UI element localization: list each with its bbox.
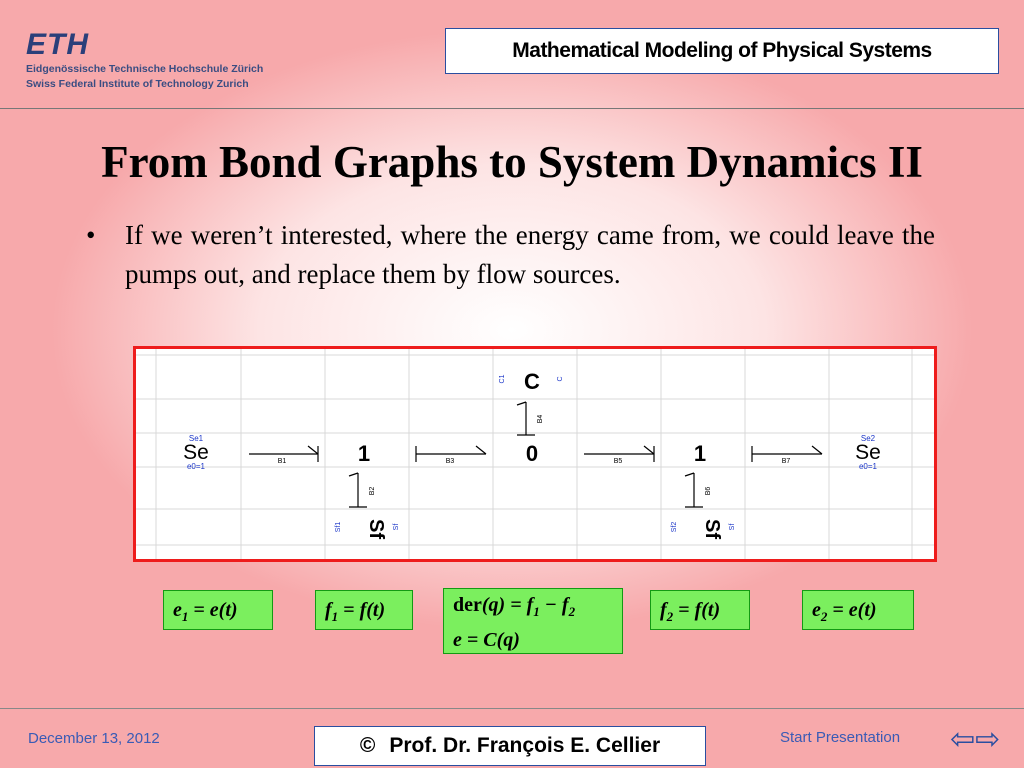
equation-e1: $e_1 = e(t)$: [163, 590, 273, 630]
slide-title: From Bond Graphs to System Dynamics II: [101, 137, 923, 187]
se-right-param: e0=1: [858, 462, 878, 471]
se-left-param: e0=1: [186, 462, 206, 471]
bond-b4: [517, 402, 535, 435]
start-presentation-link[interactable]: Start Presentation: [780, 729, 901, 746]
course-title: Mathematical Modeling of Physical Systems: [445, 28, 999, 74]
footer-date: December 13, 2012: [28, 730, 160, 747]
c-element-param: C: [557, 376, 564, 382]
copyright-symbol: ©: [359, 734, 376, 757]
back-arrow-icon[interactable]: ⇦: [950, 722, 976, 757]
se-left-name: Se1: [188, 434, 204, 443]
bond-b4-label: B4: [537, 414, 544, 424]
equation-capacitance-line: e = C(q): [453, 629, 520, 651]
bullet-marker: •: [86, 220, 96, 250]
equation-f1: $f_1 = f(t)$: [315, 590, 413, 630]
bullet-text: If we weren’t interested, where the energy came from, we could leave the pumps out, and replace them by flow sources.: [125, 220, 935, 289]
forward-arrow-icon[interactable]: ⇨: [975, 722, 1001, 757]
sf-right-element: Sf: [701, 519, 723, 539]
institution-name-de: Eidgenössische Technische Hochschule Zürich: [26, 63, 264, 75]
se-right-name: Se2: [860, 434, 876, 443]
footer-author-box: [314, 726, 706, 766]
sf-right-name: Sf2: [671, 521, 678, 533]
one-junction-left: 1: [357, 441, 371, 466]
bond-b1-label: B1: [277, 458, 287, 465]
bond-b2-label: B2: [369, 486, 376, 496]
nav-arrows: [950, 720, 1000, 760]
sf-left-name: Sf1: [335, 521, 342, 533]
equation-der-line: $der(q) = f_1 - f_2$: [453, 594, 576, 619]
bond-b5-label: B5: [613, 458, 623, 465]
bond-b2: [349, 473, 367, 507]
se-right-element: Se: [855, 441, 881, 464]
sf-left-param: Sf: [393, 523, 400, 531]
c-element-name: C1: [499, 374, 506, 384]
equation-e2: $e_2 = e(t)$: [802, 590, 914, 630]
eth-logo: ETH: [26, 28, 89, 61]
sf-left-element: Sf: [365, 519, 387, 539]
se-left-element: Se: [183, 441, 209, 464]
bond-b6: [685, 473, 703, 507]
footer-divider: [0, 708, 1024, 709]
bond-graph-canvas: [136, 349, 934, 559]
header-divider: [0, 108, 1024, 109]
sf-right-param: Sf: [729, 523, 736, 531]
one-junction-right: 1: [693, 441, 707, 466]
bond-b3-label: B3: [445, 458, 455, 465]
author-name: Prof. Dr. François E. Cellier: [389, 734, 661, 757]
equation-f2: $f_2 = f(t)$: [650, 590, 750, 630]
bond-b7-label: B7: [781, 458, 791, 465]
c-element: C: [524, 369, 540, 394]
bond-b6-label: B6: [705, 486, 712, 496]
equation-der-and-capacitance: [443, 588, 623, 654]
bond-graph-diagram: [133, 346, 937, 562]
zero-junction: 0: [525, 441, 539, 466]
institution-name-en: Swiss Federal Institute of Technology Zurich: [26, 78, 249, 90]
